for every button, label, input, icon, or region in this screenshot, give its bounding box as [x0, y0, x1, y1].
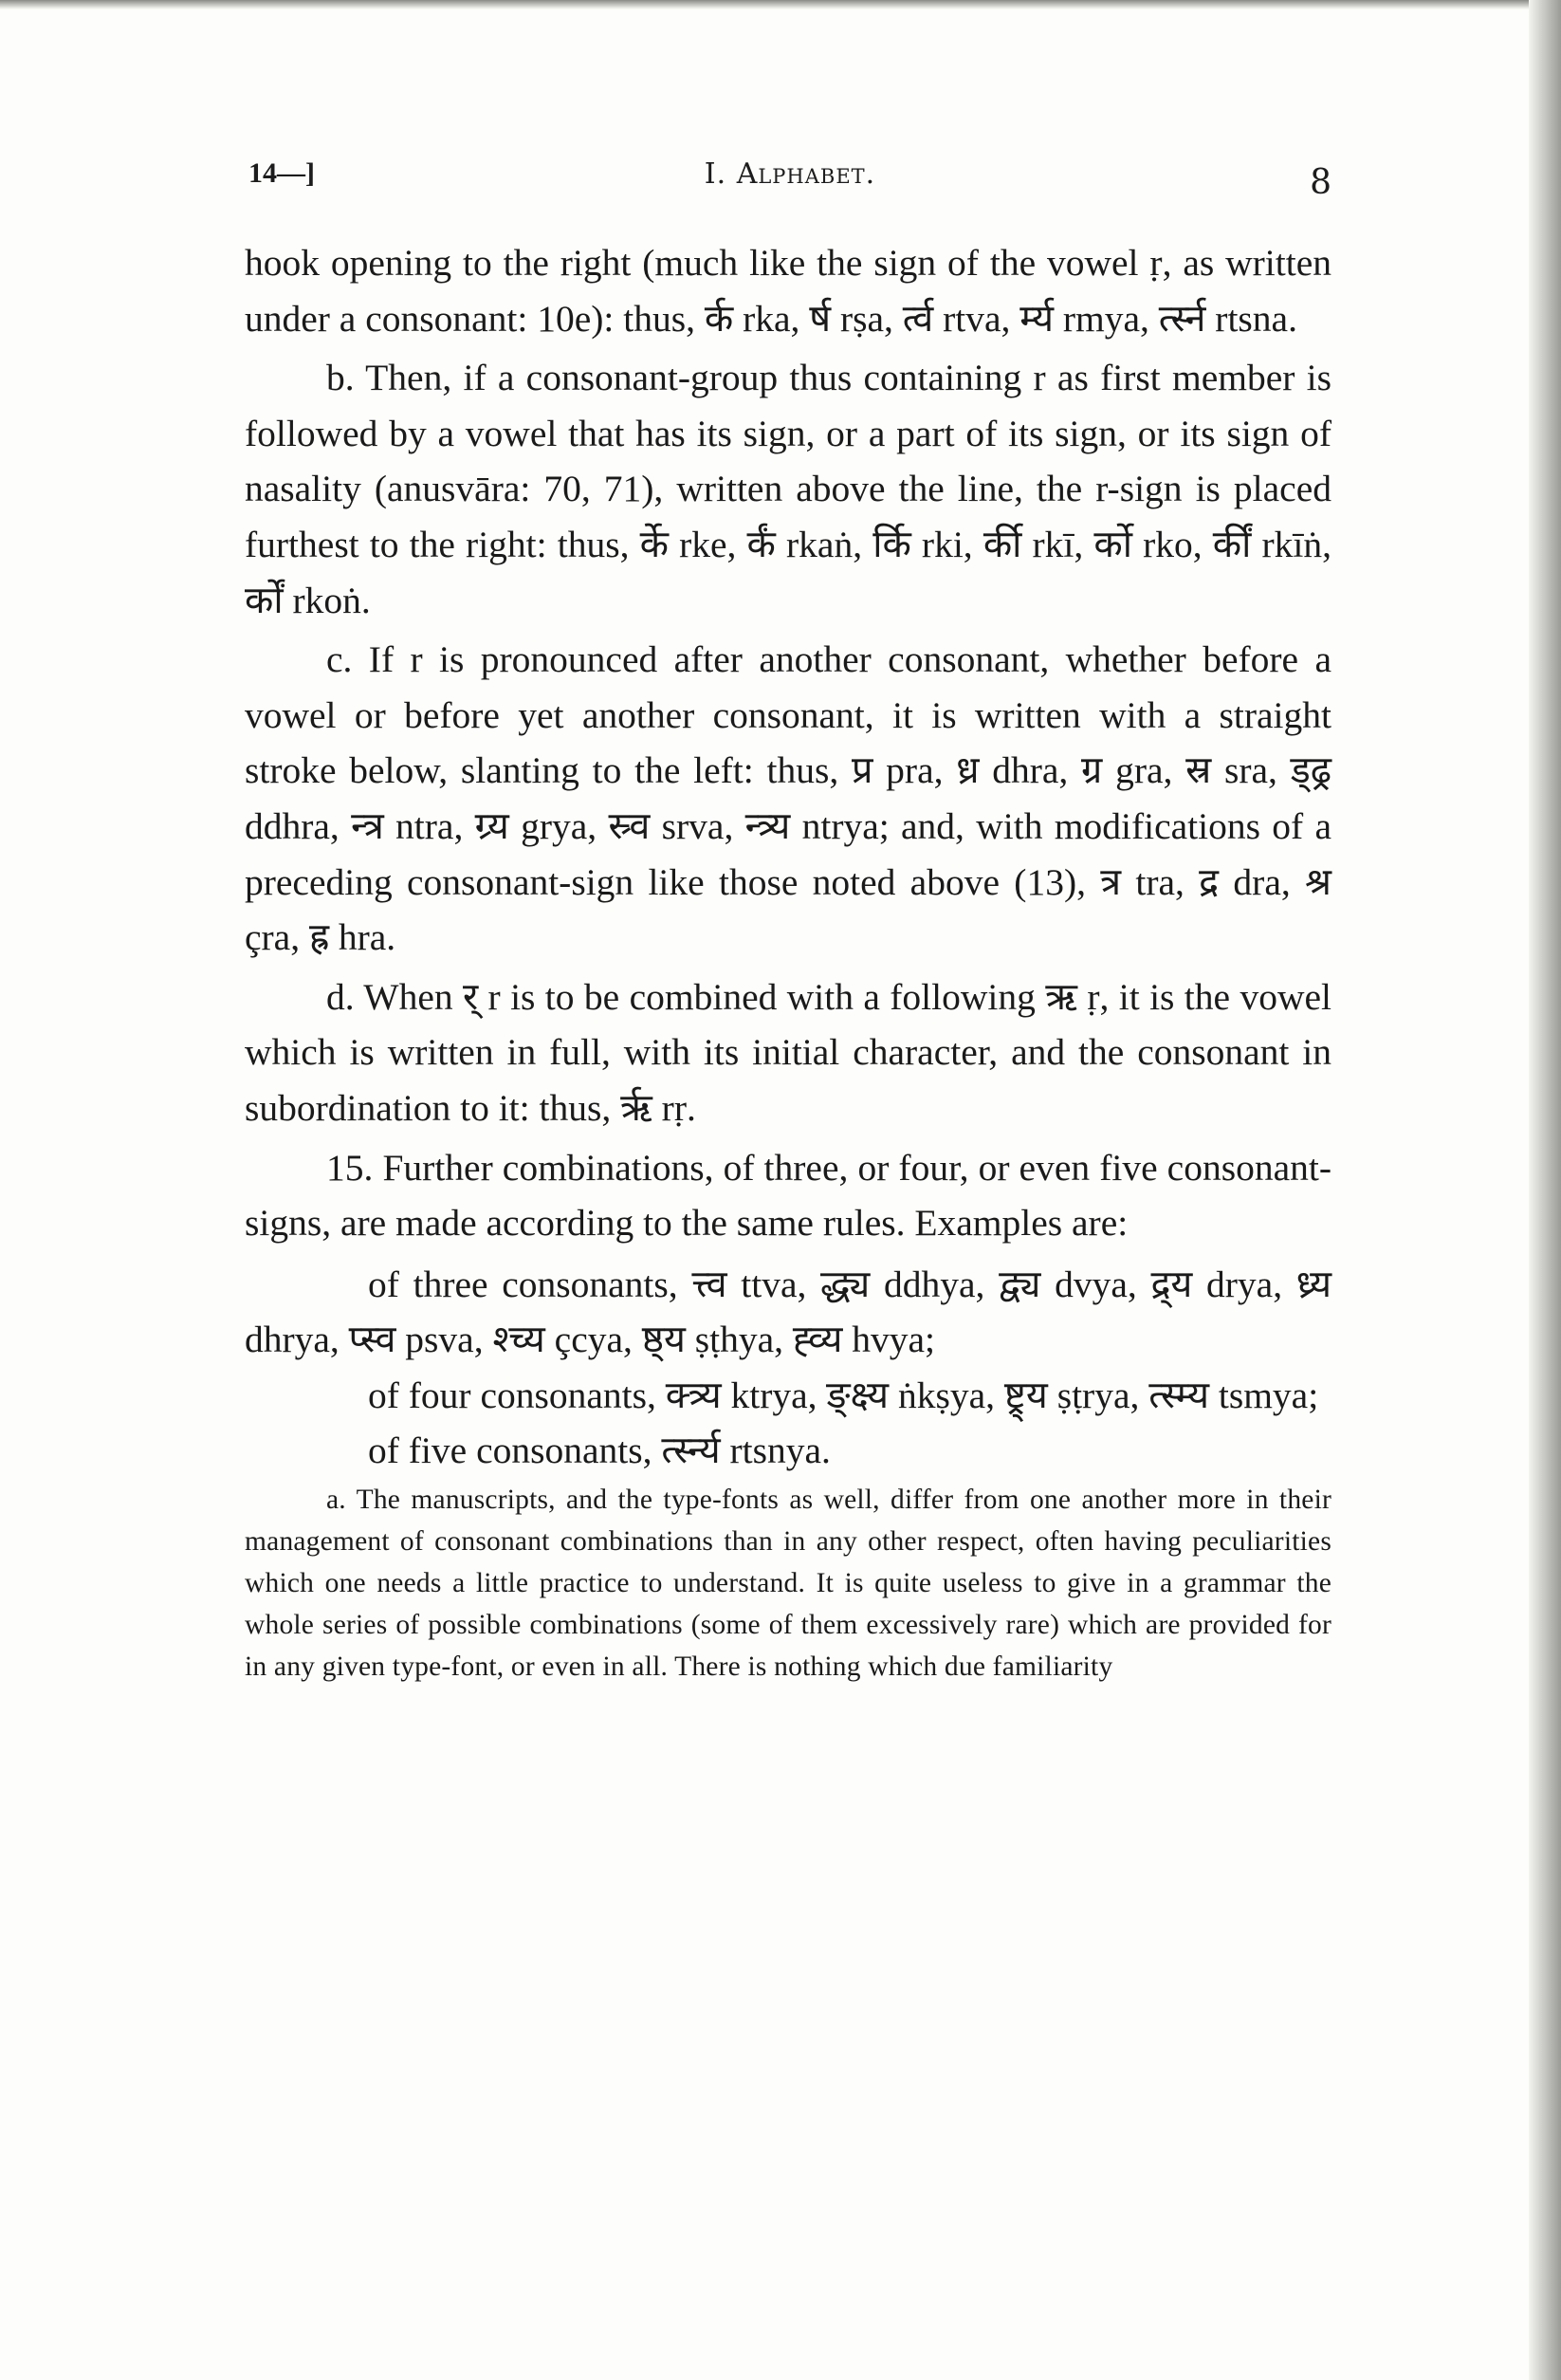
- running-header: [248, 152, 1331, 209]
- page-top-edge: [0, 0, 1561, 9]
- paragraph-b: b. Then, if a consonant-group thus containing r as first member is followed by a vowel that has its sign, or a part of its sign, or its sign of nasality (anusvāra: 70, 71), written above the line, the r-sign is placed furthest to the right: thus, र्के rke, र्कं rkaṅ, र्कि rki, र्की rkī, र्को rko, र्कीं rkīṅ, र्कों rkoṅ.: [245, 357, 1331, 621]
- page-number: 8: [1310, 163, 1331, 202]
- chapter-title: I. Alphabet.: [704, 157, 876, 191]
- footnote-a: a. The manuscripts, and the type-fonts as well, differ from one another more in their management of consonant combinations than in any other respect, often having peculiarities which one needs a little practice to understand. It is quite useless to give in a grammar the whole series of possible combinations (some of them excessively rare) which are provided for in any given type-font, or even in all. There is nothing which due familiarity: [245, 1485, 1331, 1683]
- page-right-edge: [1529, 0, 1561, 2380]
- main-text: [245, 235, 1331, 1688]
- example-five-consonants: of five consonants, र्त्स्न्य rtsnya.: [368, 1430, 831, 1472]
- section-reference: 14—]: [248, 157, 315, 189]
- paragraph-hook-continuation: hook opening to the right (much like the sign of the vowel ṛ, as written under a consonant: 10e): thus, र्क rka, र्ष rṣa, र्त्व rtva, र्म्य rmya, र्त्स्न rtsna.: [245, 242, 1331, 340]
- example-three-consonants: of three consonants, त्त्व ttva, द्ध्य ddhya, द्व्य dvya, द्र्य drya, ध्र्य dhrya, प्स्व psva, श्च्य çcya, ष्ठ्य ṣṭhya, ह्व्य hvya;: [245, 1263, 1331, 1361]
- example-four-consonants: of four consonants, क्त्र्य ktrya, ङ्क्ष्य ṅkṣya, ष्ट्र्य ṣṭrya, त्स्म्य tsmya;: [368, 1374, 1319, 1416]
- paragraph-d: d. When र् r is to be combined with a following ऋ ṛ, it is the vowel which is written in full, with its initial character, and the consonant in subordination to it: thus, र्ऋ rṛ.: [245, 975, 1331, 1129]
- paragraph-15: 15. Further combinations, of three, or four, or even five consonant-signs, are made according to the same rules. Examples are:: [245, 1146, 1331, 1245]
- paragraph-c: c. If r is pronounced after another consonant, whether before a vowel or before yet another consonant, it is written with a straight stroke below, slanting to the left: thus, प्र pra, ध्र dhra, ग्र gra, स्र sra, ड्ढ्र ddhra, न्त्र ntra, ग्र्य grya, स्र्व srva, न्त्र्य ntrya; and, with modifications of a preceding consonant-sign like those noted above (13), त्र tra, द्र dra, श्र çra, ह्र hra.: [245, 638, 1331, 959]
